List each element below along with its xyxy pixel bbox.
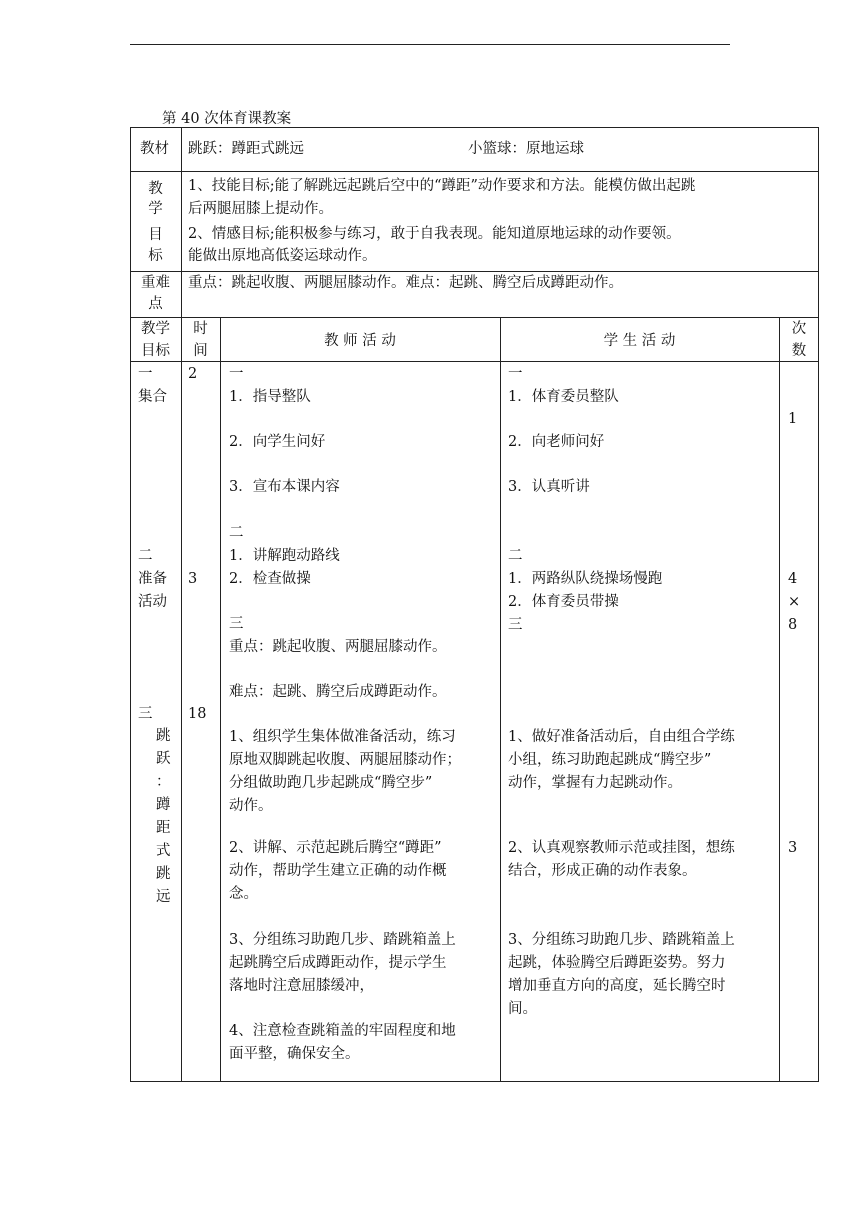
time-section-3: 18 <box>188 706 207 722</box>
lesson-plan-table: 教材 跳跃：蹲距式跳远 小篮球：原地运球 教 学 目 标 1、技能目标;能了解跳远起跳后空中的“蹲距”动作要求和方法。能模仿做出起跳 后两腿屈膝上提动作。 2、情感目标;能积极参与练习，敢于自我表现。能知道原地运球的动作要领。 能做出原地高低姿运球动作。 重难 点 重点：跳起收腹、两腿屈膝动作。难点：起跳、腾空后成蹲距动作。 教学 目标 时 间 教 师 活 动 学 生 活 动 次 数 一 集合 二 准备 活动 三 跳 跃 ： 蹲 距 式 跳 远 2 3 18 一 1．指导整队 2．向学生问好 3．宣布本课内容 二 1．讲解跑动路线 2．检查做操 三 重点：跳起收腹、两腿屈膝动作。 难点：起跳、腾空后成蹲距动作。 1、组织学生集体做准备活动，练习 原地双脚跳起收腹、两腿屈膝动作； 分组做助跑几步起跳成“腾空步” 动作。 2、讲解、示范起跳后腾空“蹲距” 动作，帮助学生建立正确的动作概 念。 3、分组练习助跑几步、踏跳箱盖上 起跳腾空后成蹲距动作，提示学生 落地时注意屈膝缓冲， 4、注意检查跳箱盖的牢固程度和地 面平整，确保安全。 一 1．体育委员整队 2．向老师问好 3．认真听讲 二 1．两路纵队绕操场慢跑 2．体育委员带操 三 1、做好准备活动后，自由组合学练 小组，练习助跑起跳成“腾空步” 动作，掌握有力起跳动作。 2、认真观察教师示范或挂图，想练 结合，形成正确的动作表象。 3、分组练习助跑几步、踏跳箱盖上 起跳，体验腾空后蹲距姿势。努力 增加垂直方向的高度，延长腾空时 间。 1 4 × 8 3 <box>130 127 819 1082</box>
section-1-name: 集合 <box>138 389 167 405</box>
material-content-basketball: 小篮球：原地运球 <box>468 141 584 157</box>
section-2-number: 二 <box>138 548 153 564</box>
section-2-name: 准备 <box>138 571 167 587</box>
time-section-1: 2 <box>188 366 198 382</box>
count-section-1: 1 <box>788 411 798 427</box>
header-student-activity: 学 生 活 动 <box>603 333 676 349</box>
section-1-number: 一 <box>138 366 153 382</box>
section-3-number: 三 <box>138 706 153 722</box>
header-teacher-activity: 教 师 活 动 <box>324 333 396 349</box>
page-title: 第 40 次体育课教案 <box>162 111 292 127</box>
key-points-content: 重点：跳起收腹、两腿屈膝动作。难点：起跳、腾空后成蹲距动作。 <box>188 275 623 291</box>
section-2-name-line2: 活动 <box>138 594 167 610</box>
count-section-3: 3 <box>788 840 798 856</box>
material-label: 教材 <box>140 141 169 157</box>
time-section-2: 3 <box>188 571 198 587</box>
material-content-jump: 跳跃：蹲距式跳远 <box>188 141 304 157</box>
header-rule <box>130 44 730 45</box>
